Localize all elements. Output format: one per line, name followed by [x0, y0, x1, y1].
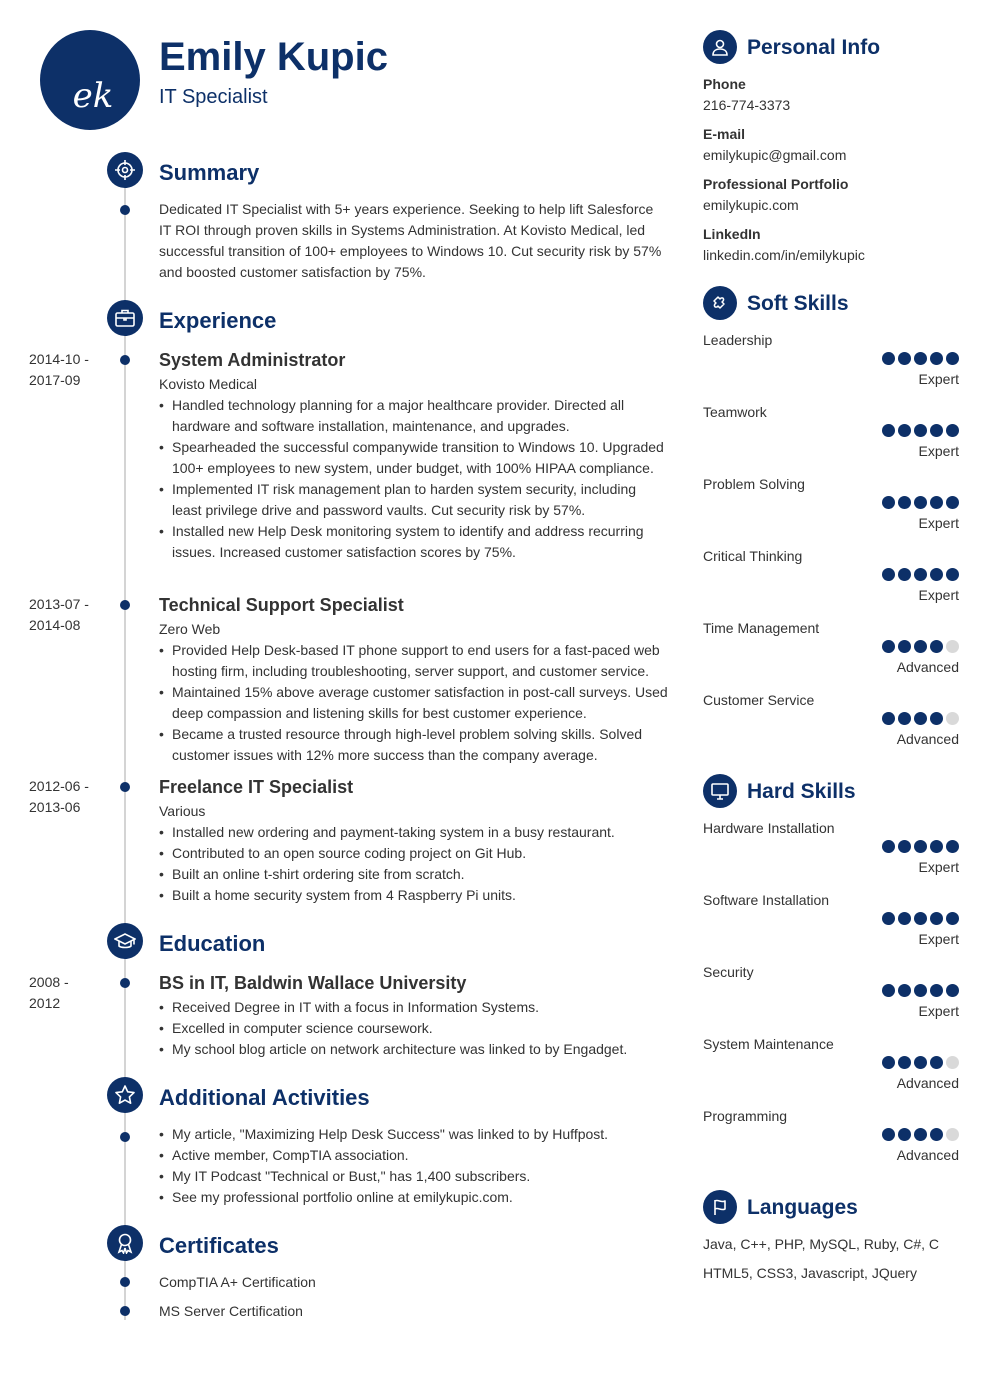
- skill-level: Expert: [918, 371, 959, 387]
- linkedin-value: linkedin.com/in/emilykupic: [703, 247, 865, 263]
- rating-dot-filled: [946, 840, 959, 853]
- rating-dot-filled: [882, 568, 895, 581]
- rating-dot-filled: [946, 984, 959, 997]
- bullet-item: • Active member, CompTIA association.: [159, 1145, 669, 1166]
- bullet-item: • Handled technology planning for a major healthcare provider. Directed all hardware and software installation, maintenance, and upgrades.: [159, 395, 669, 437]
- skill-level: Expert: [918, 931, 959, 947]
- target-icon: [107, 152, 143, 188]
- rating-dot-filled: [930, 912, 943, 925]
- briefcase-icon: [107, 300, 143, 336]
- bullet-item: • See my professional portfolio online at emilykupic.com.: [159, 1187, 669, 1208]
- rating-dot-filled: [898, 840, 911, 853]
- skill-name: Teamwork: [703, 404, 767, 420]
- skill-rating: [882, 424, 959, 437]
- flag-icon: [703, 1190, 737, 1224]
- rating-dot-filled: [930, 984, 943, 997]
- skill-row: [703, 618, 959, 678]
- skill-row: [703, 890, 959, 950]
- linkedin-label: LinkedIn: [703, 226, 761, 242]
- date-end: 2012: [29, 995, 61, 1011]
- skill-row: [703, 474, 959, 534]
- phone-value: 216-774-3373: [703, 97, 791, 113]
- personal-info-heading: Personal Info: [747, 36, 881, 59]
- skill-name: Problem Solving: [703, 476, 805, 492]
- hard-skills-heading: Hard Skills: [747, 780, 856, 803]
- skill-level: Expert: [918, 443, 959, 459]
- rating-dot-filled: [930, 424, 943, 437]
- bullet-item: • Installed new Help Desk monitoring system to identify and address recurring issues. Increased customer satisfaction scores by 75%.: [159, 521, 669, 563]
- portfolio-label: Professional Portfolio: [703, 176, 849, 192]
- bullet-item: • My IT Podcast "Technical or Bust," has 1,400 subscribers.: [159, 1166, 669, 1187]
- rating-dot-filled: [898, 424, 911, 437]
- rating-dot-filled: [914, 984, 927, 997]
- bullet-item: • Excelled in computer science coursework.: [159, 1018, 669, 1039]
- timeline-dot: [120, 1306, 130, 1316]
- certificate-item: MS Server Certification: [159, 1303, 303, 1319]
- skill-level: Expert: [918, 515, 959, 531]
- bullet-item: • Contributed to an open source coding project on Git Hub.: [159, 843, 669, 864]
- skill-name: Programming: [703, 1108, 788, 1124]
- rating-dot-filled: [898, 712, 911, 725]
- rating-dot-filled: [898, 640, 911, 653]
- summary-text: Dedicated IT Specialist with 5+ years experience. Seeking to help lift Salesforce IT ROI through proven skills in Systems Administration. At Kovisto Medical, led successful transition of 100+ employees to Windows 10. Cut security risk by 57% and boosted customer satisfaction by 75%.: [159, 201, 662, 280]
- rating-dot-filled: [914, 424, 927, 437]
- user-icon: [703, 30, 737, 64]
- job-company: Zero Web: [159, 621, 221, 637]
- bullet-item: • Received Degree in IT with a focus in Information Systems.: [159, 997, 669, 1018]
- rating-dot-filled: [946, 424, 959, 437]
- job-bullets: [159, 395, 669, 563]
- summary-heading: Summary: [159, 160, 260, 185]
- graduation-cap-icon: [107, 923, 143, 959]
- date-end: 2013-06: [29, 799, 81, 815]
- skill-name: Security: [703, 964, 754, 980]
- skill-rating: [882, 568, 959, 581]
- rating-dot-filled: [882, 424, 895, 437]
- job-date: [29, 776, 109, 818]
- education-date: [29, 972, 109, 1014]
- portfolio-value: emilykupic.com: [703, 197, 799, 213]
- rating-dot-filled: [898, 568, 911, 581]
- rating-dot-empty: [946, 1056, 959, 1069]
- rating-dot-filled: [898, 1056, 911, 1069]
- skill-row: [703, 690, 959, 750]
- bullet-item: • Maintained 15% above average customer satisfaction in post-call surveys. Used deep compassion and listening skills for best customer experience.: [159, 682, 669, 724]
- rating-dot-filled: [930, 640, 943, 653]
- bullet-item: • Built a home security system from 4 Raspberry Pi units.: [159, 885, 669, 906]
- skill-level: Advanced: [896, 659, 959, 675]
- monitor-icon: [703, 774, 737, 808]
- timeline-dot: [120, 978, 130, 988]
- bullet-item: • Built an online t-shirt ordering site from scratch.: [159, 864, 669, 885]
- bullet-item: • Provided Help Desk-based IT phone support to end users for a fast-paced web hosting firm, including troubleshooting, server support, and customer service.: [159, 640, 669, 682]
- rating-dot-filled: [914, 912, 927, 925]
- rating-dot-filled: [898, 496, 911, 509]
- skill-name: Software Installation: [703, 892, 830, 908]
- timeline-dot: [120, 600, 130, 610]
- rating-dot-filled: [898, 912, 911, 925]
- timeline-dot: [120, 1277, 130, 1287]
- skill-row: [703, 818, 959, 878]
- skill-rating: [882, 352, 959, 365]
- job-bullets: [159, 640, 669, 766]
- rating-dot-filled: [946, 568, 959, 581]
- skill-name: Leadership: [703, 332, 773, 348]
- initials: ek: [72, 76, 114, 116]
- rating-dot-filled: [914, 352, 927, 365]
- rating-dot-empty: [946, 712, 959, 725]
- award-ribbon-icon: [107, 1225, 143, 1261]
- skill-level: Advanced: [896, 1075, 959, 1091]
- rating-dot-empty: [946, 1128, 959, 1141]
- rating-dot-filled: [914, 1056, 927, 1069]
- skill-rating: [882, 840, 959, 853]
- skill-name: Critical Thinking: [703, 548, 803, 564]
- rating-dot-filled: [914, 840, 927, 853]
- skill-rating: [882, 1128, 959, 1141]
- rating-dot-filled: [882, 984, 895, 997]
- timeline-dot: [120, 1132, 130, 1142]
- date-start: 2008 -: [29, 974, 69, 990]
- activities-bullets: [159, 1124, 669, 1208]
- job-date: [29, 594, 109, 636]
- skill-name: Customer Service: [703, 692, 815, 708]
- education-bullets: [159, 997, 669, 1060]
- resume-name: Emily Kupic: [159, 35, 388, 79]
- rating-dot-filled: [930, 496, 943, 509]
- rating-dot-filled: [930, 352, 943, 365]
- rating-dot-filled: [930, 1056, 943, 1069]
- skill-level: Advanced: [896, 731, 959, 747]
- email-value: emilykupic@gmail.com: [703, 147, 847, 163]
- bullet-item: • My school blog article on network architecture was linked to by Engadget.: [159, 1039, 669, 1060]
- bullet-item: • Implemented IT risk management plan to harden system security, including least privilege drive and password vaults. Cut security risk by 57%.: [159, 479, 669, 521]
- rating-dot-filled: [882, 840, 895, 853]
- rating-dot-filled: [930, 712, 943, 725]
- rating-dot-filled: [898, 1128, 911, 1141]
- skill-name: Time Management: [703, 620, 820, 636]
- rating-dot-filled: [930, 568, 943, 581]
- bullet-item: • Spearheaded the successful companywide transition to Windows 10. Upgraded 100+ employees to new system, under budget, with 100% HIPAA compliance.: [159, 437, 669, 479]
- skill-row: [703, 1106, 959, 1166]
- skill-rating: [882, 640, 959, 653]
- rating-dot-filled: [914, 640, 927, 653]
- experience-heading: Experience: [159, 308, 277, 333]
- email-label: E-mail: [703, 126, 746, 142]
- skill-name: System Maintenance: [703, 1036, 834, 1052]
- puzzle-icon: [703, 286, 737, 320]
- languages-line: HTML5, CSS3, Javascript, JQuery: [703, 1265, 917, 1281]
- phone-label: Phone: [703, 76, 746, 92]
- skill-name: Hardware Installation: [703, 820, 835, 836]
- rating-dot-filled: [914, 712, 927, 725]
- education-heading: Education: [159, 931, 266, 956]
- job-title: Freelance IT Specialist: [159, 777, 354, 797]
- languages-line: Java, C++, PHP, MySQL, Ruby, C#, C: [703, 1236, 940, 1252]
- rating-dot-filled: [946, 912, 959, 925]
- timeline-line: [124, 170, 126, 1320]
- soft-skills-heading: Soft Skills: [747, 292, 849, 315]
- rating-dot-filled: [898, 352, 911, 365]
- rating-dot-filled: [914, 1128, 927, 1141]
- timeline-dot: [120, 355, 130, 365]
- degree-title: BS in IT, Baldwin Wallace University: [159, 973, 467, 993]
- job-bullets: [159, 822, 669, 906]
- bullet-item: • Installed new ordering and payment-taking system in a busy restaurant.: [159, 822, 669, 843]
- certificates-heading: Certificates: [159, 1233, 279, 1258]
- rating-dot-filled: [882, 912, 895, 925]
- monogram-avatar: [40, 30, 140, 130]
- rating-dot-filled: [930, 840, 943, 853]
- rating-dot-filled: [882, 496, 895, 509]
- timeline-dot: [120, 782, 130, 792]
- job-title: System Administrator: [159, 350, 346, 370]
- job-company: Kovisto Medical: [159, 376, 258, 392]
- skill-level: Advanced: [896, 1147, 959, 1163]
- job-title: Technical Support Specialist: [159, 595, 404, 615]
- rating-dot-filled: [914, 496, 927, 509]
- skill-rating: [882, 984, 959, 997]
- rating-dot-filled: [882, 712, 895, 725]
- skill-row: [703, 546, 959, 606]
- job-company: Various: [159, 803, 206, 819]
- activities-heading: Additional Activities: [159, 1085, 370, 1110]
- bullet-item: • My article, "Maximizing Help Desk Success" was linked to by Huffpost.: [159, 1124, 669, 1145]
- rating-dot-filled: [882, 640, 895, 653]
- skill-rating: [882, 712, 959, 725]
- rating-dot-filled: [882, 352, 895, 365]
- date-start: 2014-10 -: [29, 351, 89, 367]
- skill-row: [703, 330, 959, 390]
- date-start: 2013-07 -: [29, 596, 89, 612]
- skill-row: [703, 962, 959, 1022]
- skill-level: Expert: [918, 587, 959, 603]
- job-date: [29, 349, 109, 391]
- date-end: 2014-08: [29, 617, 81, 633]
- skill-level: Expert: [918, 1003, 959, 1019]
- timeline-dot: [120, 205, 130, 215]
- skill-level: Expert: [918, 859, 959, 875]
- languages-heading: Languages: [747, 1196, 858, 1219]
- rating-dot-filled: [882, 1056, 895, 1069]
- skill-rating: [882, 912, 959, 925]
- skill-row: [703, 402, 959, 462]
- rating-dot-empty: [946, 640, 959, 653]
- rating-dot-filled: [930, 1128, 943, 1141]
- certificate-item: CompTIA A+ Certification: [159, 1274, 316, 1290]
- date-start: 2012-06 -: [29, 778, 89, 794]
- bullet-item: • Became a trusted resource through high-level problem solving skills. Solved customer issues with 12% more success than the company average.: [159, 724, 669, 766]
- rating-dot-filled: [914, 568, 927, 581]
- rating-dot-filled: [898, 984, 911, 997]
- rating-dot-filled: [946, 496, 959, 509]
- date-end: 2017-09: [29, 372, 81, 388]
- skill-rating: [882, 496, 959, 509]
- skill-row: [703, 1034, 959, 1094]
- rating-dot-filled: [946, 352, 959, 365]
- rating-dot-filled: [882, 1128, 895, 1141]
- star-icon: [107, 1077, 143, 1113]
- resume-job-title: IT Specialist: [159, 86, 268, 108]
- skill-rating: [882, 1056, 959, 1069]
